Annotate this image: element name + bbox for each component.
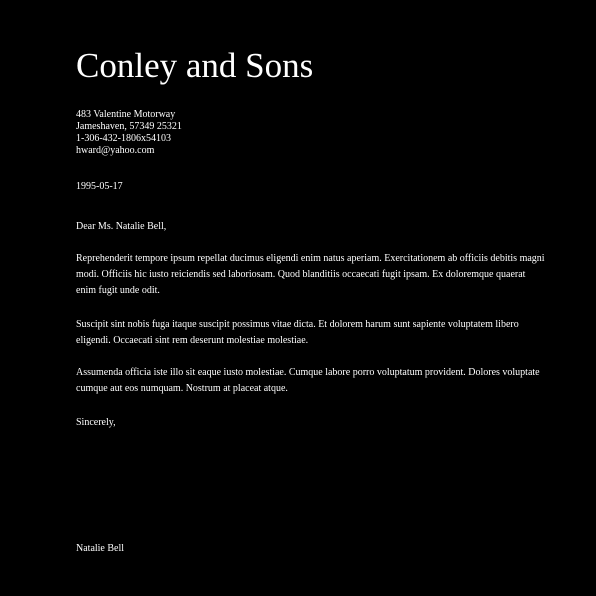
address-city: Jameshaven, 57349 25321 [76,121,182,132]
closing: Sincerely, [76,417,116,428]
signature-name: Natalie Bell [76,543,125,554]
body-paragraph-2: Suscipit sint nobis fuga itaque suscipit possimus vitae dicta. Et dolorem harum sunt sapiente voluptatem libero eligendi. Occaecati sint rem deserunt molestiae molestiae. [76,319,519,346]
body-paragraph-1: Reprehenderit tempore ipsum repellat ducimus eligendi enim natus aperiam. Exercitationem ab officiis debitis magni modi. Officiis hic iusto reiciendis sed laboriosam. Quod blanditiis occaecati fugit ipsam. Ex doloremque quaerat enim fugit unde odit. [76,253,545,296]
company-name: Conley and Sons [76,46,314,85]
address-email: hward@yahoo.com [76,145,155,156]
letter-date: 1995-05-17 [76,181,123,192]
salutation: Dear Ms. Natalie Bell, [76,221,167,232]
address-street: 483 Valentine Motorway [76,109,176,120]
address-phone: 1-306-432-1806x54103 [76,133,171,144]
sender-address [76,109,182,157]
body-paragraph-3: Assumenda officia iste illo sit eaque iusto molestiae. Cumque labore porro voluptatum provident. Dolores voluptate cumque aut eos numquam. Nostrum at placeat atque. [76,367,540,394]
